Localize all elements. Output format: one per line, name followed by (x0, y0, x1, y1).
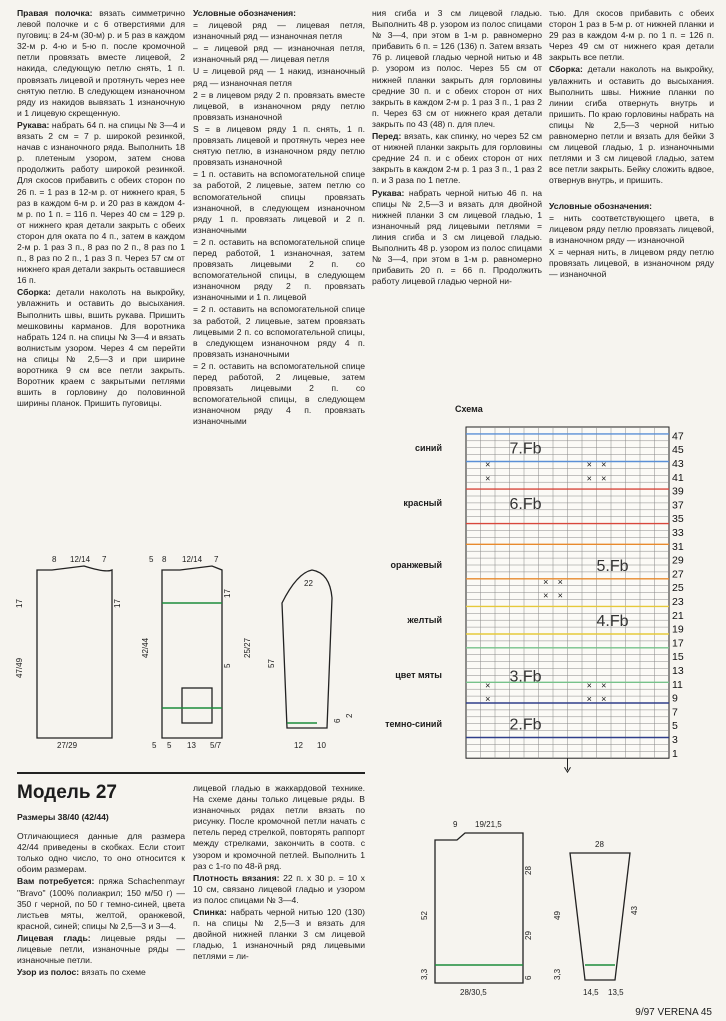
back-outline (435, 833, 523, 983)
schema-color-label-1: красный (403, 497, 442, 508)
cf-side-1: 42/44 (141, 637, 150, 658)
model-para-3 (17, 967, 185, 978)
model-text-0: Отличающиеся данные для размера 42/44 приведены в скобках. Если стоит только одно число, то оно относится к обоим размерам. (17, 831, 185, 875)
schema-row-number: 11 (672, 678, 683, 691)
schema-row-number: 35 (672, 513, 684, 526)
sl-side-0: 25/27 (243, 637, 252, 658)
model-col2-para-1 (193, 873, 365, 906)
sl-mark-0: 6 (333, 718, 342, 723)
cf-bot-2: 13 (187, 741, 196, 750)
cf-side-3: 17 (223, 589, 232, 598)
schema-x-mark: × (543, 590, 549, 601)
col3-heading-1: Перед: (372, 131, 402, 142)
sleeve-outline (282, 570, 332, 728)
center-front-outline (162, 566, 222, 738)
b-mark-1: 6 (524, 975, 533, 980)
col3-para-0 (372, 8, 542, 130)
text-column-3 (372, 8, 542, 288)
pattern-diagrams (12, 548, 362, 753)
schema-color-code-2: 5.Fb (596, 558, 629, 575)
model-col2-text-2: набрать черной нитью 120 (130) п. на спицы № 2,5—3 и вязать для двойной нижней планки 3 см лицевой гладью, 1 изнаночный ряд лицевыми петлями = ли- (193, 907, 365, 962)
schema-color-code-5: 2.Fb (509, 716, 542, 734)
schema-row-number: 29 (672, 554, 684, 567)
legend2-item-1: X = черная нить, в лицевом ряду петлю провязать лицевой, в изнаночном ряду — изнаночной (549, 246, 714, 280)
schema-row-number: 17 (672, 637, 684, 650)
schema-row-number: 5 (672, 720, 678, 733)
legend-column (193, 8, 365, 428)
b-top-0: 9 (453, 820, 458, 829)
col3-text-1: вязать, как спинку, но через 52 см от нижней планки закрыть для горловины средние 24 п. и с обеих сторон от них закрыть в каждом 2-м р. 1 раз 3 п., 1 раз 2 п. и 3 раза по 1 петле. (372, 131, 542, 186)
schema-row-number: 33 (672, 527, 684, 539)
schema-chart (462, 425, 714, 775)
schema-row-number: 45 (672, 444, 684, 457)
model-sizes: Размеры 38/40 (42/44) (17, 812, 109, 822)
section-divider (17, 772, 365, 774)
pocket-outline (182, 688, 212, 723)
schema-x-mark: × (601, 680, 607, 691)
col1-heading-1: Рукава: (17, 119, 50, 130)
schema-x-mark: × (586, 694, 592, 705)
model-para-2 (17, 933, 185, 966)
legend-item-0: = лицевой ряд — лицевая петля, изнаночный ряд — изнаночная петля (193, 20, 365, 42)
col1-text-1: набрать 64 п. на спицы № 3—4 и вязать 2 см = 7 р. широкой резинкой, начав с изнаночного ряда. Выполнить 18 р. плетеным узором, затем снова продолжить работу широкой резинкой. Для скосов прибавить с обеих сторон по 26 п. = 1 раз в 12-м р. от нижнего края, 5 раз в каждом 6-м р. и 20 раз в каждом 4-м р. по 1 п. = 116 п. Через 40 см = 129 р. от нижнего края детали закрыть с обеих сторон для оката по 4 п., затем в каждом 2-м р. 1 раз 3 п., 8 раз по 2 п., 8 раз по 1 п., 8 раз по 2 п., 1 раз 3 п. Через 57 см от нижнего края детали закрыть оставшиеся 16 п. (17, 119, 185, 286)
cf-side-2: 5 (223, 663, 232, 668)
b-top-1: 19/21,5 (475, 820, 502, 829)
col3-para-2 (372, 188, 542, 288)
s27-side-1: 43 (630, 906, 639, 915)
schema-row-number: 3 (672, 734, 678, 746)
schema-row-number: 47 (672, 430, 684, 443)
legend-item-2: U = лицевой ряд — 1 накид, изнаночный ряд — изнаночная петля (193, 66, 365, 88)
schema-x-mark: × (586, 680, 592, 691)
legend-items (193, 20, 365, 427)
col1-text-2: детали наколоть на выкройку, увлажнить и оставить до высыхания. Выполнить швы, вшить рукава. Пришить мешковины карманов. Для воротника набрать 124 п. на спицы № 3—4 и вязать волнистым узором. Через 4 см перейти на спицы № 2,5—3 и при ширине воротника 9 см все петли закрыть. Воротник краем с закрытыми петлями вшить в горловину до половинной ширины планок. Пришить пуговицы. (17, 287, 185, 409)
schema-row-number: 39 (672, 485, 684, 498)
schema-x-mark: × (601, 694, 607, 705)
col4-para-1 (549, 64, 714, 186)
schema-x-mark: × (543, 576, 549, 587)
sl-top: 22 (304, 579, 313, 588)
cf-top-3: 7 (214, 555, 219, 564)
schema-x-mark: × (485, 694, 491, 705)
model-text-3: вязать по схеме (79, 967, 146, 978)
schema-x-mark: × (485, 473, 491, 484)
model-para-0 (17, 831, 185, 875)
schema-row-number: 13 (672, 665, 684, 677)
sl-bot-1: 10 (317, 741, 326, 750)
schema-x-mark: × (557, 576, 563, 587)
col3-heading-2: Рукава: (372, 187, 405, 198)
legend2-title: Условные обозначения: (549, 200, 652, 211)
col3-text-0: ния сгиба и 3 см лицевой гладью. Выполнить 48 р. узором из полос спицами № 3—4, при этом в 1-м р. равномерно прибавить 6 п. = 126 (136) п. Затем вязать 76 р. лицевой гладью черной нитью и 48 р. узором из полос. Через 55 см от нижней планки закрыть для горловины средние 30 п. и с обеих сторон от них закрыть в каждом 2-м р. 1 раз 3 п., 1 раз 2 п. Через 63 см от нижнего края детали закрыть по 43 (48) п. для плеч. (372, 8, 542, 129)
col1-para-0 (17, 8, 185, 119)
schema-row-number: 21 (672, 609, 684, 622)
text-column-1 (17, 8, 185, 410)
dim-top-2: 12/14 (70, 555, 91, 564)
schema-row-number: 31 (672, 540, 684, 553)
cf-top-0: 5 (149, 555, 154, 564)
schema-row-number: 37 (672, 499, 684, 512)
col3-para-1 (372, 131, 542, 186)
cf-top-2: 12/14 (182, 555, 203, 564)
model-col2-para-0 (193, 783, 365, 872)
schema-title: Схема (455, 404, 483, 414)
sl-bot-0: 12 (294, 741, 303, 750)
legend-item-7: = 2 п. оставить на вспомогательной спице за работой, 2 лицевые, затем провязать лицевыми 2 п. со вспомогательной спицы, в следующем изнаночном ряду 4 п. провязать изнаночными (193, 304, 365, 359)
col4-text-0: тью. Для скосов прибавить с обеих сторон 1 раз в 5-м р. от нижней планки и 29 раз в каждом 4-м р. по 1 п. = 126 п. Через 49 см от нижнего края детали закрыть все петли. (549, 8, 714, 63)
schema-x-mark: × (586, 473, 592, 484)
model-column-2 (193, 783, 365, 964)
model-text-1: пряжа Schachenmayr "Bravo" (100% полиакрил; 150 м/50 г) — 350 г черной, по 50 г темно-синей, цвета листьев мяты, желтой, оранжевой, красной, синей; спицы № 2,5—3 и 3—4. (17, 876, 185, 931)
cf-bot-3: 5/7 (210, 741, 222, 750)
schema-row-number: 27 (672, 568, 684, 581)
col1-text-0: вязать симметрично левой полочке и с 6 отверстиями для пуговиц: в 24-м (30-м) р. и 5 раз в каждом 32-м р. 4-ю и 5-ю п. после кромочной петли провязать вместе лицевой, 2 накида, следующую петлю снять, 1 п. провязать лицевой и протянуть через нее снятую петлю. В следующем изнаночном ряду из накидов вывязать 1 изнаночную и 1 лицевую скрещенную. (17, 8, 185, 118)
b-side-2: 29 (524, 931, 533, 940)
s27-bot-0: 14,5 (583, 988, 599, 997)
cf-bot-1: 5 (167, 741, 172, 750)
legend-item-3: 2 = в лицевом ряду 2 п. провязать вместе лицевой, в изнаночном ряду петлю провязать изнаночной (193, 89, 365, 122)
s27-top: 28 (595, 840, 604, 849)
model-heading-2: Лицевая гладь: (17, 932, 91, 943)
schema-x-mark: × (601, 473, 607, 484)
sleeve27-outline (570, 853, 630, 980)
b-bottom: 28/30,5 (460, 988, 487, 997)
s27-mark-0: 3,3 (553, 968, 562, 980)
dim-side-3: 17 (113, 599, 122, 608)
schema-color-code-1: 6.Fb (509, 495, 542, 513)
col1-para-1 (17, 120, 185, 286)
b-side-1: 28 (524, 866, 533, 875)
schema-x-mark: × (601, 459, 607, 470)
model-column-1 (17, 812, 185, 979)
text-column-4 (549, 8, 714, 281)
schema-row-number: 23 (672, 596, 684, 608)
model-column-1-paras (17, 831, 185, 978)
s27-side-0: 49 (553, 911, 562, 920)
model-col2-heading-2: Спинка: (193, 907, 227, 918)
model-text-2: лицевые ряды — лицевые петли, изнаночные ряды — изнаночные петли. (17, 932, 185, 966)
s27-bot-1: 13,5 (608, 988, 624, 997)
dim-side-2: 47/49 (15, 657, 24, 678)
legend-item-6: = 2 п. оставить на вспомогательной спице перед работой, 1 изнаночная, затем провязать лицевыми 2 п. со вспомогательной спицы, в следующем изнаночном ряду 2 п. провязать изнаночными и 1 п. лицевой (193, 236, 365, 303)
col4-heading-1: Сборка: (549, 64, 583, 75)
schema-row-number: 9 (672, 692, 678, 705)
schema-row-number: 25 (672, 582, 684, 595)
text-column-4-paras (549, 8, 714, 187)
page-footer: 9/97 VERENA 45 (635, 1007, 712, 1018)
b-side-0: 52 (420, 911, 429, 920)
schema-row-number: 41 (672, 471, 684, 484)
col1-para-2 (17, 287, 185, 409)
model-heading-1: Вам потребуется: (17, 876, 95, 887)
schema-color-label-3: желтый (407, 615, 442, 626)
legend2-items (549, 213, 714, 281)
schema-color-code-4: 3.Fb (509, 668, 542, 686)
schema-color-code-3: 4.Fb (596, 613, 629, 631)
model-col2-heading-1: Плотность вязания: (193, 872, 280, 883)
dim-top-3: 7 (102, 555, 107, 564)
legend-item-1: – = лицевой ряд — изнаночная петля, изнаночный ряд — лицевая петля (193, 43, 365, 65)
schema-color-label-5: темно-синий (385, 718, 442, 729)
schema-color-label-0: синий (414, 442, 442, 453)
model-heading-3: Узор из полос: (17, 967, 80, 978)
b-mark-0: 3,3 (420, 968, 429, 980)
col3-text-2: набрать черной нитью 46 п. на спицы № 2,5—3 и вязать для двойной нижней планки 3 см лицевой гладью, 1 изнаночный ряд лицевыми петлями = линия сгиба и 3 см лицевой гладью. Выполнить 48 р. узором из полос спицами № 3—4, при этом в 1-м р. равномерно прибавить 20 п. = 66 п. Продолжить работу лицевой гладью черной ни- (372, 187, 542, 287)
legend-item-4: S = в лицевом ряду 1 п. снять, 1 п. провязать лицевой и протянуть через нее снятую петлю, в изнаночном ряду петлю провязать изнаночной (193, 123, 365, 168)
schema-row-number: 7 (672, 706, 678, 719)
schema-row-number: 19 (672, 623, 684, 636)
model27-patterns (415, 815, 715, 1000)
sl-side-1: 57 (267, 659, 276, 668)
sl-mark-1: 2 (345, 713, 354, 718)
model-col2-text-1: 22 п. x 30 р. = 10 x 10 см, связано лицевой гладью и узором из полос спицами № 3—4. (193, 872, 365, 905)
dim-side-1: 17 (15, 599, 24, 608)
left-front-outline (37, 566, 112, 738)
dim-top-1: 8 (52, 555, 57, 564)
model-col2-text-0: лицевой гладью в жаккардовой технике. На схеме даны только лицевые ряды. В изнаночных рядах петли вязать по рисунку. После кромочной петли начать с петель перед стрелкой, повторять раппорт между стрелками, закончить в соотв. с узором и кромочной петлей. Выполнить 1 раз с 1-го по 48-й ряд. (193, 783, 365, 871)
schema-row-number: 1 (672, 747, 678, 760)
legend-item-8: = 2 п. оставить на вспомогательной спице перед работой, 2 лицевые, затем провязать лицевыми 2 п. со вспомогательной спицы, в следующем изнаночном ряду 4 п. провязать изнаночными (193, 360, 365, 427)
schema-row-number: 15 (672, 651, 684, 664)
legend-item-5: = 1 п. оставить на вспомогательной спице за работой, 2 лицевые, затем петлю со вспомогательной спицы провязать изнаночной, в следующем изнаночном ряду 1 п. провязать лицевой и 2 п. изнаночными (193, 169, 365, 235)
schema-x-mark: × (557, 590, 563, 601)
model-para-1 (17, 876, 185, 931)
dim-bottom: 27/29 (57, 741, 78, 750)
cf-top-1: 8 (162, 555, 167, 564)
schema-x-mark: × (485, 680, 491, 691)
col4-para-0 (549, 8, 714, 63)
col1-heading-2: Сборка: (17, 287, 51, 298)
legend2-item-0: = нить соответствующего цвета, в лицевом ряду петлю провязать лицевой, в изнаночном ряду — изнаночной (549, 212, 714, 245)
legend-title: Условные обозначения: (193, 8, 296, 18)
cf-bot-0: 5 (152, 741, 157, 750)
schema-x-mark: × (485, 459, 491, 470)
schema-color-label-4: цвет мяты (395, 670, 442, 681)
schema-x-mark: × (586, 459, 592, 470)
model-title: Модель 27 (17, 782, 117, 803)
model-col2-para-2 (193, 907, 365, 962)
schema-row-number: 43 (672, 458, 684, 470)
col4-text-1: детали наколоть на выкройку, увлажнить и оставить до высыхания. Выполнить швы. Нижние планки по линии сгиба отвернуть внутрь и пришить. По краю горловины набрать на спицы № 2,5—3 черной нитью равномерно петли и вязать для бейки 3 см лицевой гладью, 1 р. изнаночными петлями и 3 см лицевой гладью, затем все петли закрыть. Бейку сложить вдвое, отвернув внутрь, и пришить. (549, 64, 714, 186)
schema-color-code-0: 7.Fb (509, 440, 542, 458)
col1-heading-0: Правая полочка: (17, 8, 93, 18)
schema-color-label-2: оранжевый (390, 560, 442, 570)
